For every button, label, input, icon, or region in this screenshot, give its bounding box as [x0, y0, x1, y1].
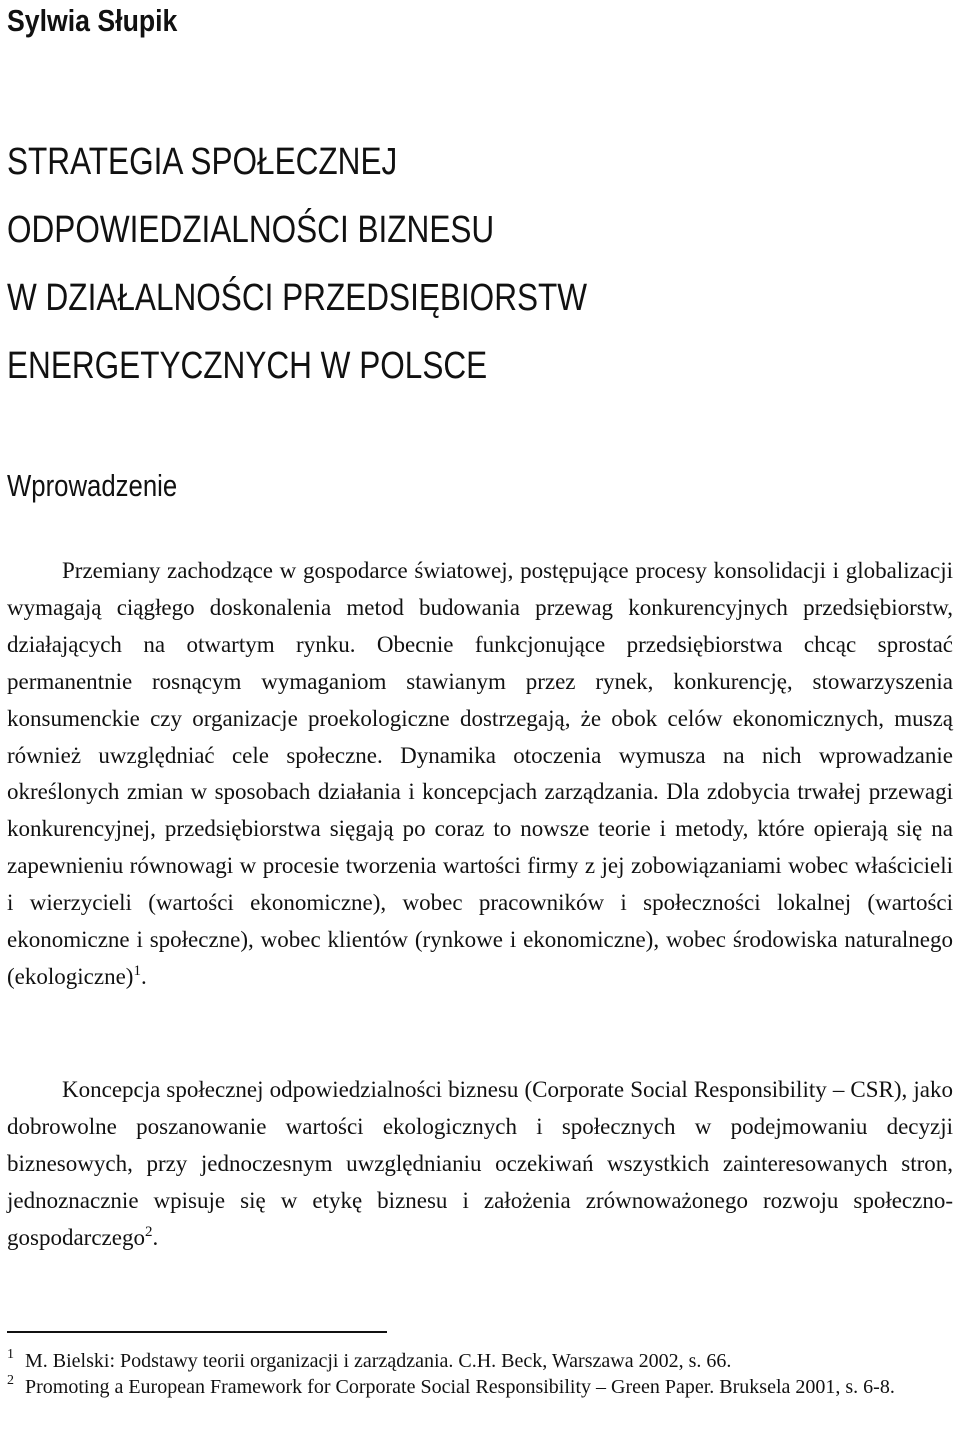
title-line: W DZIAŁALNOŚCI PRZEDSIĘBIORSTW — [7, 277, 588, 319]
paragraph-2-text: Koncepcja społecznej odpowiedzialności biznesu (Corporate Social Responsibility – CSR), jako dobrowolne poszanowanie wartości ekologicznych i społecznych w podejmowaniu decyzji biznesowych, przy jednoczesnym uwzględnianiu oczekiwań wszystkich zainteresowanych stron, jednoznacznie wpisuje się w etykę biznesu i założenia zrównoważonego rozwoju społeczno-gospodarczego — [7, 1077, 953, 1250]
paragraph-1 — [7, 553, 953, 996]
section-heading: Wprowadzenie — [7, 468, 178, 503]
footnote-number: 2 — [7, 1373, 14, 1388]
footnote-text: M. Bielski: Podstawy teorii organizacji i zarządzania. C.H. Beck, Warszawa 2002, s. 66. — [25, 1350, 732, 1372]
title-line: ENERGETYCZNYCH W POLSCE — [7, 345, 488, 387]
page — [7, 0, 953, 504]
footnote-divider — [7, 1331, 387, 1333]
footnote-1 — [7, 1349, 953, 1374]
footnote-ref-1[interactable]: 1 — [133, 962, 141, 979]
paragraph-1-end: . — [140, 963, 147, 989]
footnotes — [7, 1349, 953, 1401]
title-line: ODPOWIEDZIALNOŚCI BIZNESU — [7, 209, 495, 251]
footnote-ref-2[interactable]: 2 — [144, 1223, 153, 1240]
footnote-text: Promoting a European Framework for Corporate Social Responsibility – Green Paper. Bruksela 2001, s. 6-8. — [25, 1376, 895, 1398]
paragraph-2-end: . — [152, 1224, 159, 1250]
footnote-2 — [7, 1375, 953, 1400]
paper-title — [7, 128, 792, 400]
title-line: STRATEGIA SPOŁECZNEJ — [7, 141, 398, 183]
footnote-number: 1 — [7, 1347, 14, 1362]
paragraph-2 — [7, 1072, 953, 1257]
paragraph-1-text: Przemiany zachodzące w gospodarce światowej, postępujące procesy konsolidacji i globalizacji wymagają ciągłego doskonalenia metod budowania przewag konkurencyjnych przedsiębiorstw, działających na otwartym rynku. Obecnie funkcjonujące przedsiębiorstwa chcąc sprostać permanentnie rosnącym wymaganiom stawianym przez rynek, konkurencję, stowarzyszenia konsumenckie czy organizacje proekologiczne dostrzegają, że obok celów ekonomicznych, muszą również uwzględniać cele społeczne. Dynamika otoczenia wymusza na nich wprowadzanie określonych zmian w sposobach działania i koncepcjach zarządzania. Dla zdobycia trwałej przewagi konkurencyjnej, przedsiębiorstwa sięgają po coraz to nowsze teorie i metody, które opierają się na zapewnieniu równowagi w procesie tworzenia wartości firmy z jej zobowiązaniami wobec właścicieli i wierzycieli (wartości ekonomiczne), wobec pracowników i społeczności lokalnej (wartości ekonomiczne i społeczne), wobec klientów (rynkowe i ekonomiczne), wobec środowiska naturalnego (ekologiczne) — [7, 558, 953, 989]
author-name: Sylwia Słupik — [7, 3, 178, 38]
